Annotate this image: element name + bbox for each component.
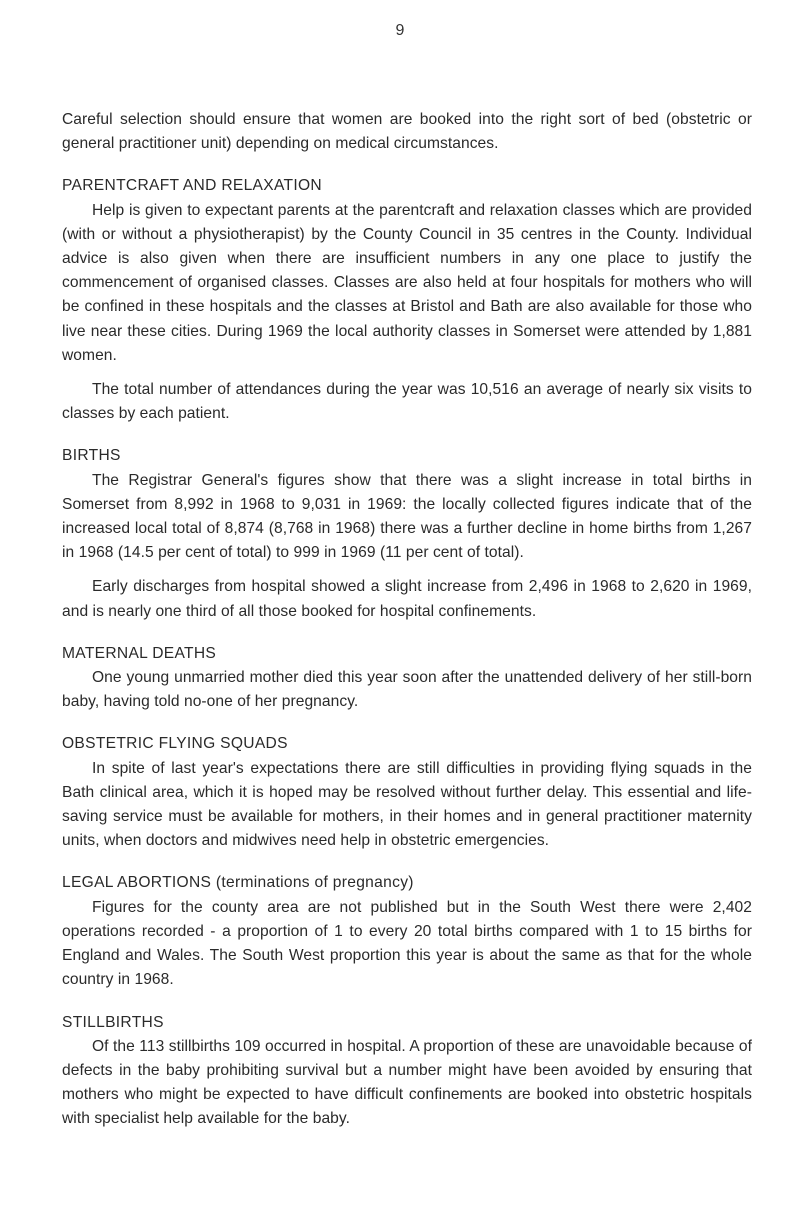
section-heading-flying-squads: OBSTETRIC FLYING SQUADS	[62, 735, 288, 753]
section-heading-legal-abortions	[62, 871, 752, 895]
section-stillbirths	[62, 1011, 752, 1132]
flying-squads-paragraph-1: In spite of last year's expectations there are still difficulties in providing flying squads in the Bath clinical area, which it is hoped may be resolved without further delay. This essential and life-saving service must be available for mothers, in their homes and in general practitioner maternity units, when doctors and midwives need help in obstetric emergencies.	[62, 759, 752, 850]
section-legal-abortions	[62, 871, 752, 992]
section-parentcraft	[62, 174, 752, 426]
document-body	[62, 108, 752, 1132]
section-flying-squads	[62, 732, 752, 853]
legal-abortions-heading-text: LEGAL ABORTIONS	[62, 874, 212, 892]
intro-paragraph: Careful selection should ensure that women are booked into the right sort of bed (obstetric or general practitioner unit) depending on medical circumstances.	[62, 111, 752, 153]
section-heading-maternal-deaths: MATERNAL DEATHS	[62, 644, 217, 662]
stillbirths-paragraph-1: Of the 113 stillbirths 109 occurred in hospital. A proportion of these are unavoidable because of defects in the baby prohibiting survival but a number might have been avoided by ensuring that mothers who might be expected to have difficult confinements are booked into obstetric hospitals with specialist help available for the baby.	[62, 1037, 752, 1128]
section-heading-parentcraft: PARENTCRAFT AND RELAXATION	[62, 177, 322, 195]
section-heading-stillbirths: STILLBIRTHS	[62, 1013, 164, 1031]
maternal-deaths-paragraph-1: One young unmarried mother died this year soon after the unattended delivery of her still-born baby, having told no-one of her pregnancy.	[62, 669, 752, 711]
section-maternal-deaths	[62, 642, 752, 715]
legal-abortions-heading-note: (terminations of pregnancy)	[215, 874, 414, 892]
births-paragraph-2: Early discharges from hospital showed a slight increase from 2,496 in 1968 to 2,620 in 1969, and is nearly one third of all those booked for hospital confinements.	[62, 578, 752, 620]
page-number: 9	[395, 22, 405, 39]
parentcraft-paragraph-1: Help is given to expectant parents at the parentcraft and relaxation classes which are provided (with or without a physiotherapist) by the County Council in 35 centres in the County. Individual advice is also given when there are insufficient numbers in any one place to justify the commencement of organised classes. Classes are also held at four hospitals for mothers who will be confined in these hospitals and the classes at Bristol and Bath are also available for those who live near these cities. During 1969 the local authority classes in Somerset were attended by 1,881 women.	[62, 201, 752, 364]
legal-abortions-paragraph-1: Figures for the county area are not published but in the South West there were 2,402 operations recorded - a proportion of 1 to every 20 total births compared with 1 to 15 births for England and Wales. The South West proportion this year is about the same as that for the whole country in 1968.	[62, 898, 752, 989]
section-births	[62, 444, 752, 623]
parentcraft-paragraph-2: The total number of attendances during the year was 10,516 an average of nearly six visits to classes by each patient.	[62, 381, 752, 423]
births-paragraph-1: The Registrar General's figures show that there was a slight increase in total births in Somerset from 8,992 in 1968 to 9,031 in 1969: the locally collected figures indicate that of the increased local total of 8,874 (8,768 in 1968) there was a further decline in home births from 1,267 in 1968 (14.5 per cent of total) to 999 in 1969 (11 per cent of total).	[62, 471, 752, 562]
section-heading-births: BIRTHS	[62, 447, 121, 465]
